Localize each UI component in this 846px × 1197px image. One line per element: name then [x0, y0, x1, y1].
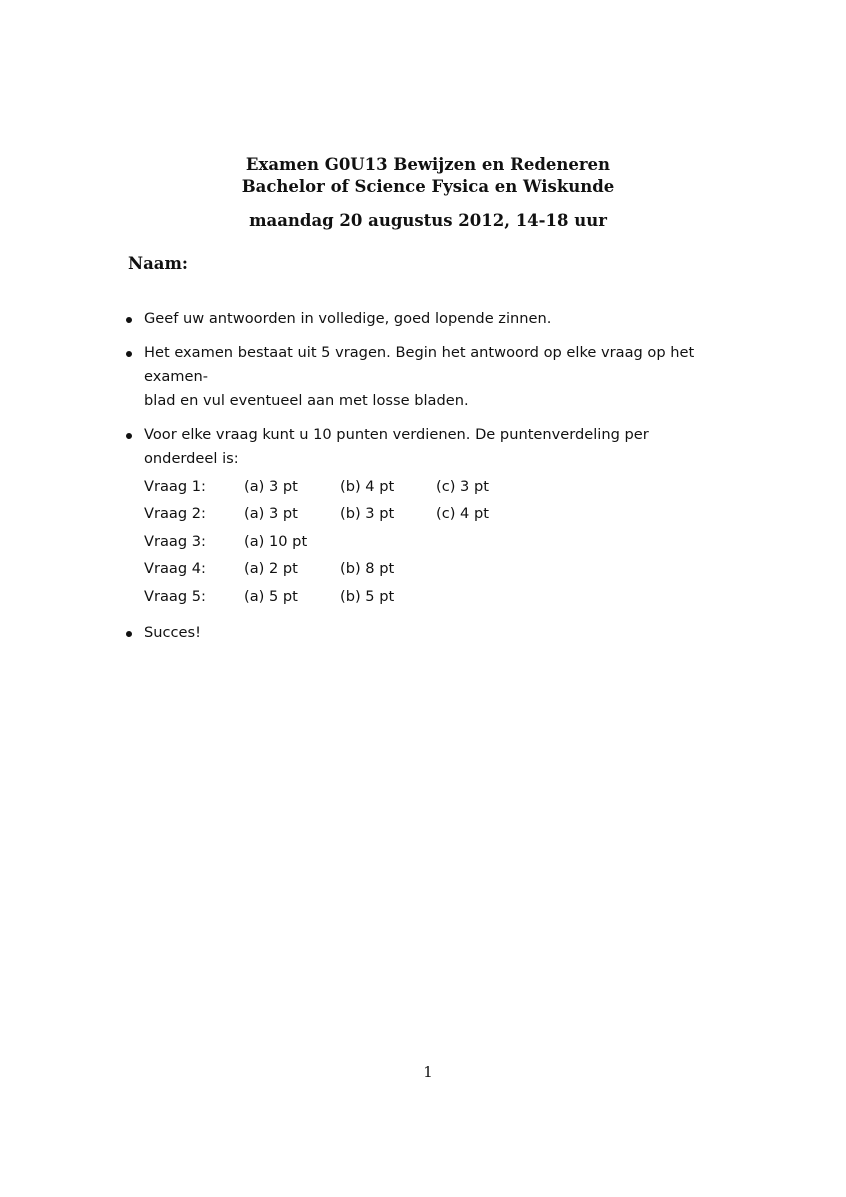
score-part-b: [340, 528, 436, 556]
score-part-a: (a) 5 pt: [244, 587, 298, 605]
title-line-program: Bachelor of Science Fysica en Wiskunde: [241, 177, 615, 196]
question-label: Vraag 3:: [144, 532, 206, 550]
instruction-list: [126, 307, 726, 655]
question-label: Vraag 4:: [144, 560, 206, 578]
instruction-item: [126, 423, 726, 611]
instruction-text: Geef uw antwoorden in volledige, goed lopende zinnen.: [144, 310, 552, 327]
score-part-c: [436, 583, 532, 611]
score-part-a: (a) 10 pt: [244, 532, 308, 550]
bullet-icon: [126, 631, 132, 637]
table-row: [144, 583, 532, 611]
instruction-item: [126, 621, 726, 645]
table-row: [144, 556, 532, 584]
instruction-text: Succes!: [144, 623, 201, 641]
score-part-c: [436, 556, 532, 584]
score-part-b: (b) 3 pt: [340, 505, 395, 523]
table-row: [144, 473, 532, 501]
bullet-icon: [126, 317, 132, 323]
name-label: Naam:: [128, 254, 189, 273]
score-part-a: (a) 3 pt: [244, 477, 298, 495]
instruction-text: blad en vul eventueel aan met losse bladen.: [144, 392, 469, 409]
table-row: [144, 501, 532, 529]
score-part-c: (c) 4 pt: [436, 505, 489, 523]
page-number: 1: [423, 1063, 433, 1081]
score-part-b: (b) 4 pt: [340, 477, 395, 495]
score-table: [144, 473, 532, 611]
exam-title: [0, 154, 846, 198]
score-part-a: (a) 3 pt: [244, 505, 298, 523]
score-part-c: (c) 3 pt: [436, 477, 489, 495]
question-label: Vraag 5:: [144, 587, 206, 605]
score-part-b: (b) 5 pt: [340, 587, 395, 605]
instruction-text: Voor elke vraag kunt u 10 punten verdienen. De puntenverdeling per onderdeel is:: [144, 426, 649, 467]
bullet-icon: [126, 351, 132, 357]
bullet-icon: [126, 433, 132, 439]
instruction-item: [126, 341, 726, 413]
title-line-course: Examen G0U13 Bewijzen en Redeneren: [245, 155, 611, 174]
instruction-item: [126, 307, 726, 331]
table-row: [144, 528, 532, 556]
exam-date: maandag 20 augustus 2012, 14-18 uur: [249, 211, 607, 230]
instruction-text: Het examen bestaat uit 5 vragen. Begin het antwoord op elke vraag op het examen-: [144, 344, 695, 385]
score-part-b: (b) 8 pt: [340, 560, 395, 578]
question-label: Vraag 1:: [144, 477, 206, 495]
score-part-c: [436, 528, 532, 556]
question-label: Vraag 2:: [144, 505, 206, 523]
score-part-a: (a) 2 pt: [244, 560, 298, 578]
